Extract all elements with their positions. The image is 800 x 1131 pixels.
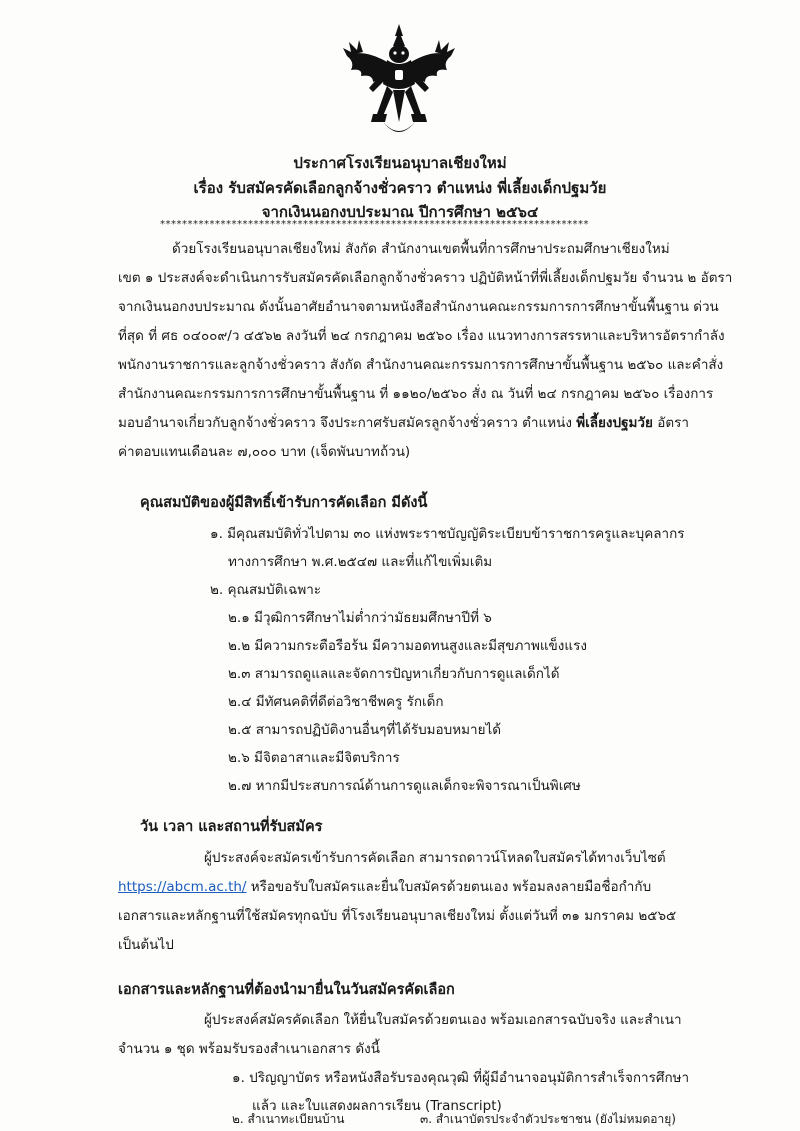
application-line-2	[118, 875, 651, 897]
title-line-3: จากเงินนอกงบประมาณ ปีการศึกษา ๒๕๖๔	[261, 203, 539, 221]
qualification-item-1-line-1: ๑. มีคุณสมบัติทั่วไปตาม ๓๐ แห่งพระราชบัญญัติระเบียบข้าราชการครูและบุคลากร	[210, 526, 685, 542]
intro-line-7	[118, 411, 689, 433]
application-line-1: ผู้ประสงค์จะสมัครเข้ารับการคัดเลือก สามารถดาวน์โหลดใบสมัครได้ทางเว็บไซต์	[204, 850, 666, 866]
qualification-sub-item: ๒.๔ มีทัศนคติที่ดีต่อวิชาชีพครู รักเด็ก	[228, 694, 444, 710]
application-line-4: เป็นต้นไป	[118, 937, 174, 953]
qualification-sub-item: ๒.๑ มีวุฒิการศึกษาไม่ต่ำกว่ามัธยมศึกษาปีที่ ๖	[228, 610, 492, 626]
title-line-2: เรื่อง รับสมัครคัดเลือกลูกจ้างชั่วคราว ตำแหน่ง พี่เลี้ยงเด็กปฐมวัย	[193, 179, 607, 197]
intro-line-2: เขต ๑ ประสงค์จะดำเนินการรับสมัครคัดเลือกลูกจ้างชั่วคราว ปฏิบัติหน้าที่พี่เลี้ยงเด็กปฐมวัย จำนวน ๒ อัตรา	[118, 270, 733, 286]
intro-line-1: ด้วยโรงเรียนอนุบาลเชียงใหม่ สังกัด สำนักงานเขตพื้นที่การศึกษาประถมศึกษาเชียงใหม่	[172, 241, 670, 257]
documents-heading: เอกสารและหลักฐานที่ต้องนำมายื่นในวันสมัครคัดเลือก	[118, 982, 455, 998]
title-line-1: ประกาศโรงเรียนอนุบาลเชียงใหม่	[293, 154, 507, 172]
document-item-2: ๒. สำเนาทะเบียนบ้าน	[232, 1112, 345, 1126]
documents-line-1: ผู้ประสงค์สมัครคัดเลือก ให้ยื่นใบสมัครด้วยตนเอง พร้อมเอกสารฉบับจริง และสำเนา	[204, 1012, 682, 1028]
website-link[interactable]: https://abcm.ac.th/	[118, 879, 247, 895]
document-item-3: ๓. สำเนาบัตรประจำตัวประชาชน (ยังไม่หมดอายุ)	[420, 1112, 676, 1126]
separator: ******************************************************************************	[160, 219, 589, 230]
intro-line-7-suffix: อัตรา	[652, 415, 689, 431]
application-line-2-suffix: หรือขอรับใบสมัครและยื่นใบสมัครด้วยตนเอง พร้อมลงลายมือชื่อกำกับ	[246, 879, 652, 895]
garuda-emblem-icon	[343, 22, 455, 140]
intro-line-3: จากเงินนอกงบประมาณ ดังนั้นอาศัยอำนาจตามหนังสือสำนักงานคณะกรรมการการศึกษาขั้นพื้นฐาน ด่วน	[118, 299, 719, 315]
qualification-sub-item: ๒.๕ สามารถปฏิบัติงานอื่นๆที่ได้รับมอบหมายได้	[228, 722, 502, 738]
position-title: พี่เลี้ยงปฐมวัย	[576, 415, 653, 431]
document-item-1-line-1: ๑. ปริญญาบัตร หรือหนังสือรับรองคุณวุฒิ ที่ผู้มีอำนาจอนุมัติการสำเร็จการศึกษา	[232, 1070, 690, 1086]
intro-line-7-prefix: มอบอำนาจเกี่ยวกับลูกจ้างชั่วคราว จึงประกาศรับสมัครลูกจ้างชั่วคราว ตำแหน่ง	[118, 415, 577, 431]
qualification-item-2: ๒. คุณสมบัติเฉพาะ	[210, 582, 322, 598]
qualification-sub-item: ๒.๗ หากมีประสบการณ์ด้านการดูแลเด็กจะพิจารณาเป็นพิเศษ	[228, 778, 581, 794]
application-heading: วัน เวลา และสถานที่รับสมัคร	[140, 819, 323, 835]
application-line-3: เอกสารและหลักฐานที่ใช้สมัครทุกฉบับ ที่โรงเรียนอนุบาลเชียงใหม่ ตั้งแต่วันที่ ๓๑ มกราคม ๒๕๖๕	[118, 908, 677, 924]
qualification-sub-item: ๒.๖ มีจิตอาสาและมีจิตบริการ	[228, 750, 400, 766]
documents-line-2: จำนวน ๑ ชุด พร้อมรับรองสำเนาเอกสาร ดังนี้	[118, 1041, 380, 1057]
document-item-1-line-2: แล้ว และใบแสดงผลการเรียน (Transcript)	[252, 1098, 502, 1114]
intro-line-6: สำนักงานคณะกรรมการการศึกษาขั้นพื้นฐาน ที่ ๑๑๒๐/๒๕๖๐ สั่ง ณ วันที่ ๒๔ กรกฎาคม ๒๕๖๐ เรื่องการ	[118, 386, 714, 402]
intro-line-5: พนักงานราชการและลูกจ้างชั่วคราว สังกัด สำนักงานคณะกรรมการการศึกษาขั้นพื้นฐาน ๒๕๖๐ และคำสั่ง	[118, 357, 724, 373]
intro-line-8: ค่าตอบแทนเดือนละ ๗,๐๐๐ บาท (เจ็ดพันบาทถ้วน)	[118, 444, 411, 460]
qualifications-heading: คุณสมบัติของผู้มีสิทธิ์เข้ารับการคัดเลือก มีดังนี้	[140, 495, 428, 511]
qualification-sub-item: ๒.๓ สามารถดูแลและจัดการปัญหาเกี่ยวกับการดูแลเด็กได้	[228, 666, 560, 682]
qualification-item-1-line-2: ทางการศึกษา พ.ศ.๒๕๔๗ และที่แก้ไขเพิ่มเติม	[228, 554, 493, 570]
intro-line-4: ที่สุด ที่ ศธ ๐๔๐๐๙/ว ๔๕๖๒ ลงวันที่ ๒๔ กรกฎาคม ๒๕๖๐ เรื่อง แนวทางการสรรหาและบริหารอัตรากำลัง	[118, 328, 725, 344]
qualification-sub-item: ๒.๒ มีความกระตือรือร้น มีความอดทนสูงและมีสุขภาพแข็งแรง	[228, 638, 587, 654]
